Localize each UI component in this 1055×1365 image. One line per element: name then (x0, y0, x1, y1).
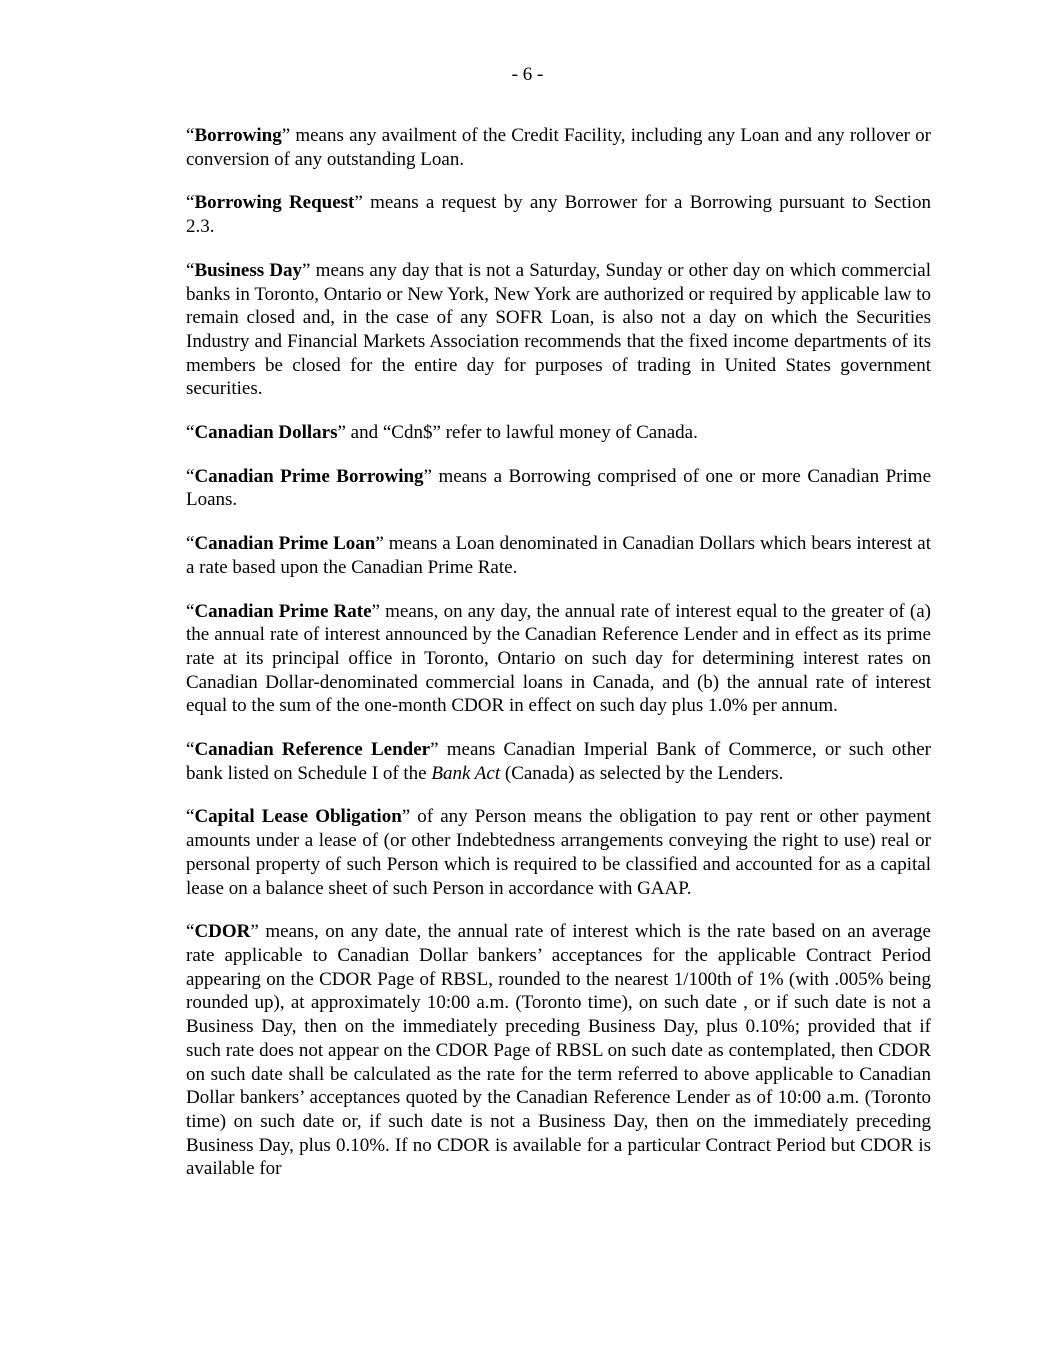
defined-term: CDOR (194, 921, 251, 943)
definition-text: ” means any day that is not a Saturday, Sunday or other day on which commercial banks in Toronto, Ontario or New York, New York are authorized or required by applicable law to remain closed and, in the case of any SOFR Loan, is also not a day on which the Securities Industry and Financial Markets Association recommends that the fixed income departments of its members be closed for the entire day for purposes of trading in United States government securities. (186, 259, 931, 400)
defined-term: Canadian Prime Loan (194, 533, 376, 555)
defined-term: Canadian Prime Borrowing (194, 465, 424, 487)
definition-text: (Canada) as selected by the Lenders. (500, 762, 784, 784)
statute-name: Bank Act (431, 762, 501, 784)
definition-canadian-dollars: “Canadian Dollars” and “Cdn$” refer to lawful money of Canada. (186, 422, 698, 444)
definition-text: ” means any availment of the Credit Facility, including any Loan and any rollover or conversion of any outstanding Loan. (186, 125, 931, 170)
definition-canadian-reference-lender: “Canadian Reference Lender” means Canadian Imperial Bank of Commerce, or such other bank listed on Schedule I of the Bank Act (Canada) as selected by the Lenders. (186, 739, 931, 784)
definition-text: ” means Canadian Imperial Bank of Commerce, or such other bank listed on Schedule I of the (186, 739, 931, 784)
defined-term: Canadian Dollars (194, 422, 338, 444)
definition-text: ” means a request by any Borrower for a Borrowing pursuant to Section 2.3. (186, 192, 931, 238)
definition-text: ” means a Borrowing comprised of one or more Canadian Prime Loans. (186, 465, 931, 511)
definition-capital-lease-obligation: “Capital Lease Obligation” of any Person means the obligation to pay rent or other payment amounts under a lease of (or other Indebtedness arrangements conveying the right to use) real or personal property of such Person which is required to be classified and accounted for as a capital lease on a balance sheet of such Person in accordance with GAAP. (186, 806, 931, 899)
definition-borrowing-request: “Borrowing Request” means a request by any Borrower for a Borrowing pursuant to Section 2.3. (186, 192, 931, 238)
defined-term: Borrowing Request (194, 192, 355, 214)
defined-term: Business Day (194, 259, 303, 281)
definition-business-day: “Business Day” means any day that is not a Saturday, Sunday or other day on which commercial banks in Toronto, Ontario or New York, New York are authorized or required by applicable law to remain closed and, in the case of any SOFR Loan, is also not a day on which the Securities Industry and Financial Markets Association recommends that the fixed income departments of its members be closed for the entire day for purposes of trading in United States government securities. (186, 259, 931, 400)
definition-text: ” of any Person means the obligation to pay rent or other payment amounts under a lease of (or other Indebtedness arrangements conveying the right to use) real or personal property of such Person which is required to be classified and accounted for as a capital lease on a balance sheet of such Person in accordance with GAAP. (186, 806, 931, 899)
defined-term: Borrowing (194, 125, 282, 146)
definition-text: ” means, on any day, the annual rate of interest equal to the greater of (a) the annual rate of interest announced by the Canadian Reference Lender and in effect as its prime rate at its principal office in Toronto, Ontario on such day for determining interest rates on Canadian Dollar-denominated commercial loans in Canada, and (b) the annual rate of interest equal to the sum of the one-month CDOR in effect on such day plus 1.0% per annum. (186, 600, 931, 717)
definitions-list (186, 124, 931, 1201)
definition-canadian-prime-rate: “Canadian Prime Rate” means, on any day, the annual rate of interest equal to the greater of (a) the annual rate of interest announced by the Canadian Reference Lender and in effect as its prime rate at its principal office in Toronto, Ontario on such day for determining interest rates on Canadian Dollar-denominated commercial loans in Canada, and (b) the annual rate of interest equal to the sum of the one-month CDOR in effect on such day plus 1.0% per annum. (186, 600, 931, 717)
definition-text: ” means a Loan denominated in Canadian Dollars which bears interest at a rate based upon the Canadian Prime Rate. (186, 533, 931, 578)
definition-borrowing: “Borrowing” means any availment of the Credit Facility, including any Loan and any rollover or conversion of any outstanding Loan. (186, 125, 931, 170)
definition-text: ” and “Cdn$” refer to lawful money of Canada. (337, 422, 698, 444)
definition-cdor: “CDOR” means, on any date, the annual rate of interest which is the rate based on an average rate applicable to Canadian Dollar bankers’ acceptances for the applicable Contract Period appearing on the CDOR Page of RBSL, rounded to the nearest 1/100th of 1% (with .005% being rounded up), at approximately 10:00 a.m. (Toronto time), on such date , or if such date is not a Business Day, then on the immediately preceding Business Day, plus 0.10%; provided that if such rate does not appear on the CDOR Page of RBSL on such date as contemplated, then CDOR on such date shall be calculated as the rate for the term referred to above applicable to Canadian Dollar bankers’ acceptances quoted by the Canadian Reference Lender as of 10:00 a.m. (Toronto time) on such date or, if such date is not a Business Day, then on the immediately preceding Business Day, plus 0.10%. If no CDOR is available for a particular Contract Period but CDOR is available for (186, 921, 931, 1180)
defined-term: Capital Lease Obligation (194, 806, 402, 828)
definition-canadian-prime-loan: “Canadian Prime Loan” means a Loan denominated in Canadian Dollars which bears interest at a rate based upon the Canadian Prime Rate. (186, 533, 931, 578)
defined-term: Canadian Reference Lender (194, 739, 431, 761)
definition-text: ” means, on any date, the annual rate of interest which is the rate based on an average rate applicable to Canadian Dollar bankers’ acceptances for the applicable Contract Period appearing on the CDOR Page of RBSL, rounded to the nearest 1/100th of 1% (with .005% being rounded up), at approximately 10:00 a.m. (Toronto time), on such date , or if such date is not a Business Day, then on the immediately preceding Business Day, plus 0.10%; provided that if such rate does not appear on the CDOR Page of RBSL on such date as contemplated, then CDOR on such date shall be calculated as the rate for the term referred to above applicable to Canadian Dollar bankers’ acceptances quoted by the Canadian Reference Lender as of 10:00 a.m. (Toronto time) on such date or, if such date is not a Business Day, then on the immediately preceding Business Day, plus 0.10%. If no CDOR is available for a particular Contract Period but CDOR is available for (186, 921, 931, 1180)
page-number: - 6 - (511, 64, 544, 85)
defined-term: Canadian Prime Rate (194, 600, 372, 622)
definition-canadian-prime-borrowing: “Canadian Prime Borrowing” means a Borrowing comprised of one or more Canadian Prime Loans. (186, 465, 931, 511)
